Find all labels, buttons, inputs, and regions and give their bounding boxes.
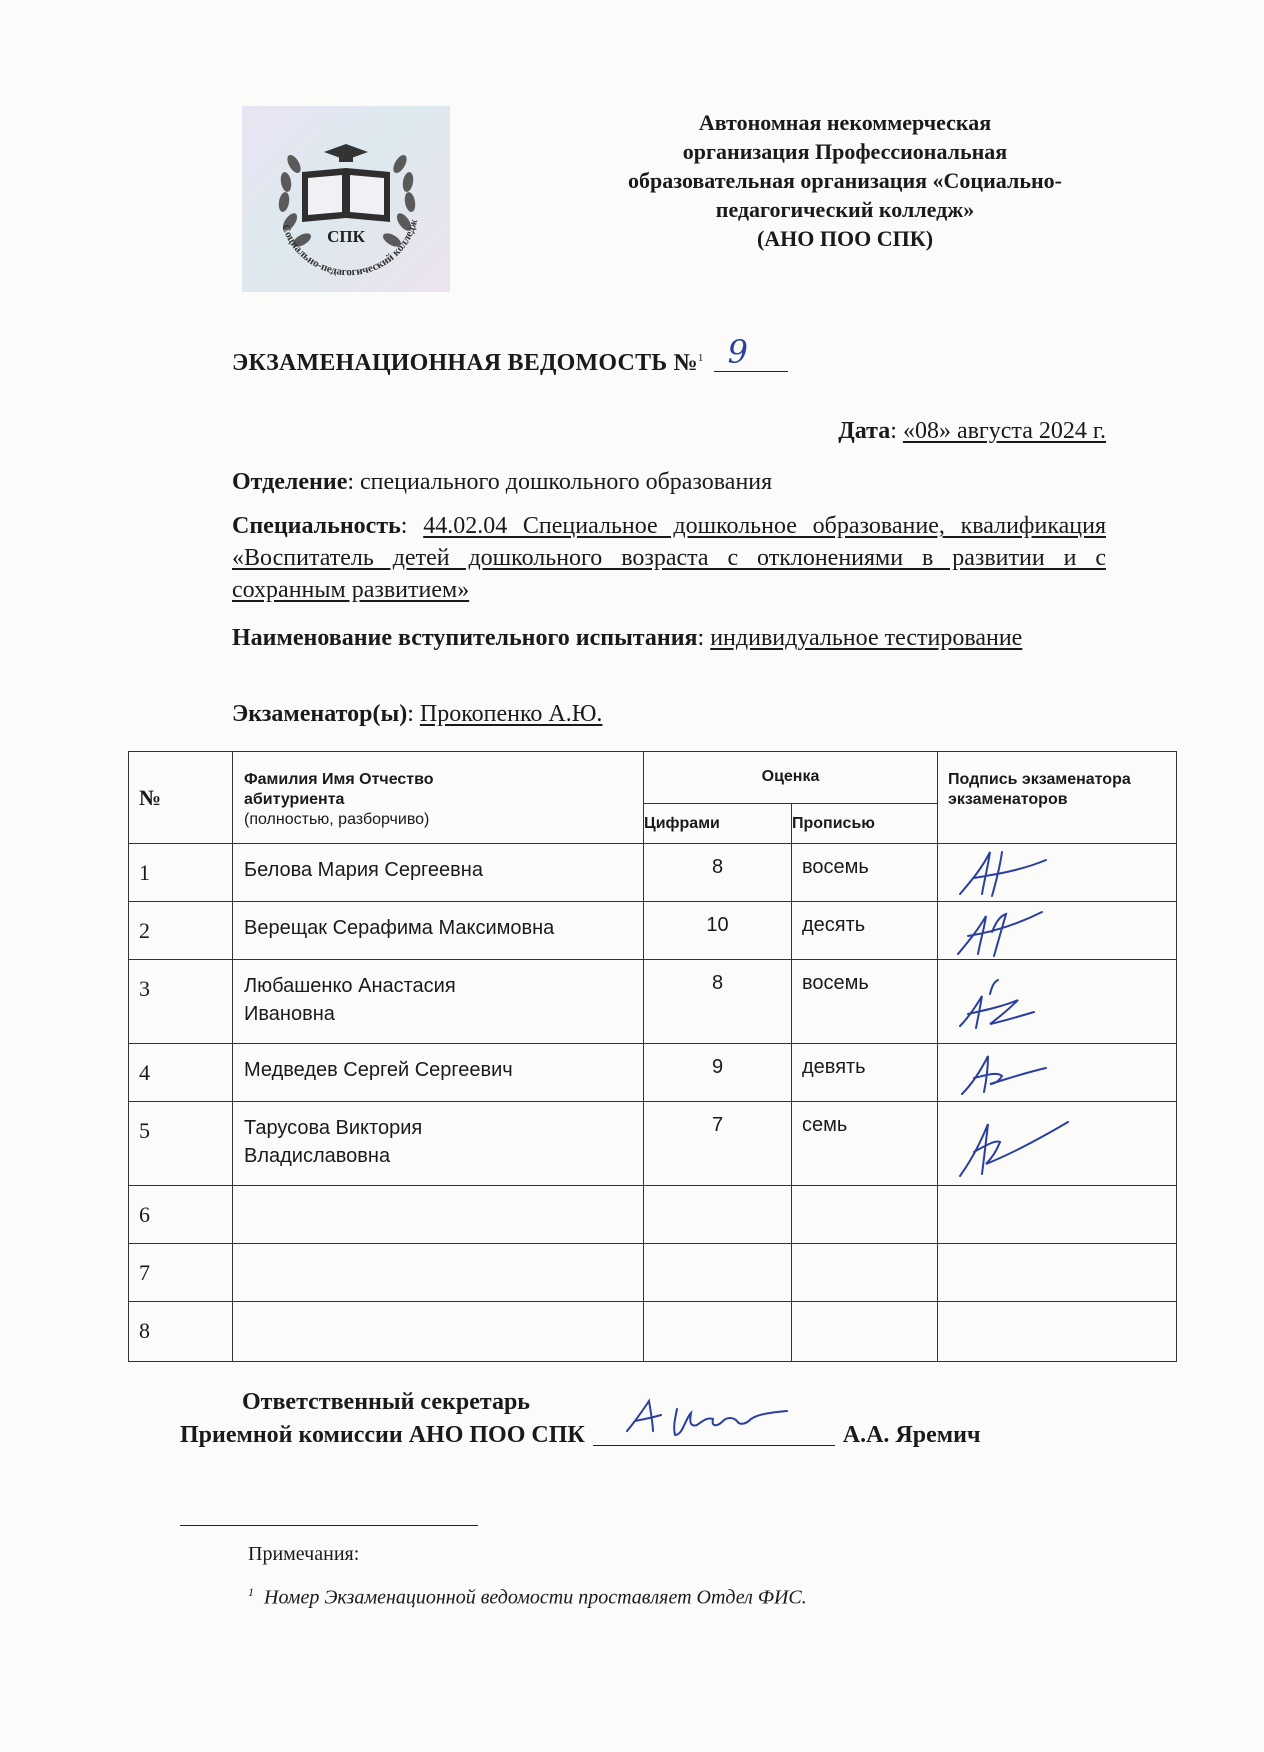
footnote-item xyxy=(248,1578,807,1612)
signature-icon xyxy=(938,960,1175,1042)
exam-label: Наименование вступительного испытания xyxy=(232,625,698,651)
secretary-line xyxy=(180,1419,1140,1452)
grade-words xyxy=(792,1244,938,1302)
signature-icon xyxy=(938,1102,1175,1184)
examiner-signature xyxy=(938,844,1177,902)
grades-table xyxy=(128,751,1177,1362)
graduation-cap-icon xyxy=(324,144,368,162)
department-line: Отделение: специального дошкольного образования xyxy=(232,469,773,495)
table-row xyxy=(129,1102,1177,1186)
applicant-name xyxy=(233,1244,644,1302)
grade-digits: 10 xyxy=(644,902,792,960)
table-row xyxy=(129,844,1177,902)
grade-words xyxy=(792,1302,938,1362)
examiner-signature xyxy=(938,1302,1177,1362)
secretary-block xyxy=(180,1386,1140,1452)
org-line: организация Профессиональная xyxy=(682,139,1008,164)
grade-digits xyxy=(644,1244,792,1302)
department-value: специального дошкольного образования xyxy=(360,469,773,495)
row-number: 8 xyxy=(129,1302,233,1362)
secretary-name: А.А. Яремич xyxy=(842,1422,981,1448)
grade-words xyxy=(792,1186,938,1244)
row-number: 5 xyxy=(129,1102,233,1186)
date-label: Дата xyxy=(838,418,891,444)
secretary-committee: Приемной комиссии АНО ПОО СПК xyxy=(180,1422,585,1448)
org-line: Автономная некоммерческая xyxy=(698,110,992,135)
book-icon xyxy=(302,168,390,222)
examiner-label: Экзаменатор(ы) xyxy=(232,701,408,727)
table-row xyxy=(129,1244,1177,1302)
applicant-name xyxy=(233,1302,644,1362)
row-number: 7 xyxy=(129,1244,233,1302)
organization-name xyxy=(520,108,1170,253)
org-line: образовательная организация «Социально- xyxy=(628,168,1062,193)
col-header-words: Прописью xyxy=(792,804,938,844)
signature-icon xyxy=(938,1044,1175,1100)
signature-icon xyxy=(938,844,1175,900)
date-value: «08» августа 2024 г. xyxy=(902,418,1106,444)
date-line: Дата: «08» августа 2024 г. xyxy=(838,418,1106,444)
examiner-signature xyxy=(938,902,1177,960)
table-row xyxy=(129,960,1177,1044)
signature-icon xyxy=(938,902,1175,958)
name-header-bold: Фамилия Имя Отчество абитуриента xyxy=(244,771,434,808)
college-logo xyxy=(242,106,450,292)
examiner-signature xyxy=(938,1186,1177,1244)
examiner-value: Прокопенко А.Ю. xyxy=(419,701,603,727)
row-number: 2 xyxy=(129,902,233,960)
table-row xyxy=(129,1044,1177,1102)
title-text: ЭКЗАМЕНАЦИОННАЯ ВЕДОМОСТЬ № xyxy=(232,350,698,376)
grade-digits xyxy=(644,1302,792,1362)
sheet-number-field xyxy=(714,333,788,372)
logo-ring-text: Социально-педагогический колледж xyxy=(279,218,421,279)
table-row xyxy=(129,1186,1177,1244)
grade-words: десять xyxy=(792,902,938,960)
applicant-name: Тарусова Виктория Владиславовна xyxy=(233,1102,644,1186)
col-header-digits: Цифрами xyxy=(644,804,792,844)
applicant-name: Белова Мария Сергеевна xyxy=(233,844,644,902)
specialty-label: Специальность xyxy=(232,513,401,539)
col-header-grade: Оценка xyxy=(644,752,938,804)
row-number: 6 xyxy=(129,1186,233,1244)
document-title xyxy=(232,333,788,377)
name-header-note: (полностью, разборчиво) xyxy=(244,811,430,828)
org-line: (АНО ПОО СПК) xyxy=(756,226,934,251)
secretary-signature-line xyxy=(593,1419,835,1446)
applicant-name: Верещак Серафима Максимовна xyxy=(233,902,644,960)
footnote-separator xyxy=(180,1525,478,1526)
exam-value: индивидуальное тестирование xyxy=(710,625,1023,651)
handwritten-number: 9 xyxy=(727,333,749,371)
col-header-signature: Подпись экзаменатора экзаменаторов xyxy=(938,752,1177,844)
examiner-signature xyxy=(938,960,1177,1044)
grade-digits: 8 xyxy=(644,844,792,902)
table-row xyxy=(129,902,1177,960)
examiner-line: Экзаменатор(ы): Прокопенко А.Ю. xyxy=(232,701,603,727)
examiner-signature xyxy=(938,1102,1177,1186)
footnotes-heading: Примечания: xyxy=(248,1543,360,1565)
grade-digits xyxy=(644,1186,792,1244)
secretary-signature-icon xyxy=(617,1395,817,1441)
logo-emblem xyxy=(242,106,450,292)
logo-center-text: СПК xyxy=(327,227,365,246)
org-line: педагогический колледж» xyxy=(715,197,975,222)
col-header-number: № xyxy=(129,752,233,844)
examiner-signature xyxy=(938,1244,1177,1302)
footnote-mark: 1 xyxy=(697,352,704,364)
specialty-value: 44.02.04 Специальное дошкольное образование, квалификация «Воспитатель детей дошкольного возраста с отклонениями в развитии и с сохранным развитием» xyxy=(232,513,1106,603)
secretary-title: Ответственный секретарь xyxy=(242,1389,530,1415)
table-row xyxy=(129,1302,1177,1362)
row-number: 1 xyxy=(129,844,233,902)
specialty-line: Специальность: 44.02.04 Специальное дошкольное образование, квалификация «Воспитатель детей дошкольного возраста с отклонениями в развитии и с сохранным развитием» xyxy=(232,513,1106,603)
applicant-name: Любашенко Анастасия Ивановна xyxy=(233,960,644,1044)
grade-words: восемь xyxy=(792,960,938,1044)
table-header-row xyxy=(129,752,1177,804)
row-number: 3 xyxy=(129,960,233,1044)
department-label: Отделение xyxy=(232,469,348,495)
row-number: 4 xyxy=(129,1044,233,1102)
grade-digits: 9 xyxy=(644,1044,792,1102)
applicant-name: Медведев Сергей Сергеевич xyxy=(233,1044,644,1102)
col-header-name xyxy=(233,752,644,844)
grade-words: семь xyxy=(792,1102,938,1186)
grade-words: девять xyxy=(792,1044,938,1102)
examiner-signature xyxy=(938,1044,1177,1102)
grade-words: восемь xyxy=(792,844,938,902)
footnote-item-mark: 1 xyxy=(248,1585,254,1599)
applicant-name xyxy=(233,1186,644,1244)
exam-line: Наименование вступительного испытания: индивидуальное тестирование xyxy=(232,625,1023,651)
grade-digits: 8 xyxy=(644,960,792,1044)
grade-digits: 7 xyxy=(644,1102,792,1186)
footnote-item-text: Номер Экзаменационной ведомости проставляет Отдел ФИС. xyxy=(264,1586,807,1609)
